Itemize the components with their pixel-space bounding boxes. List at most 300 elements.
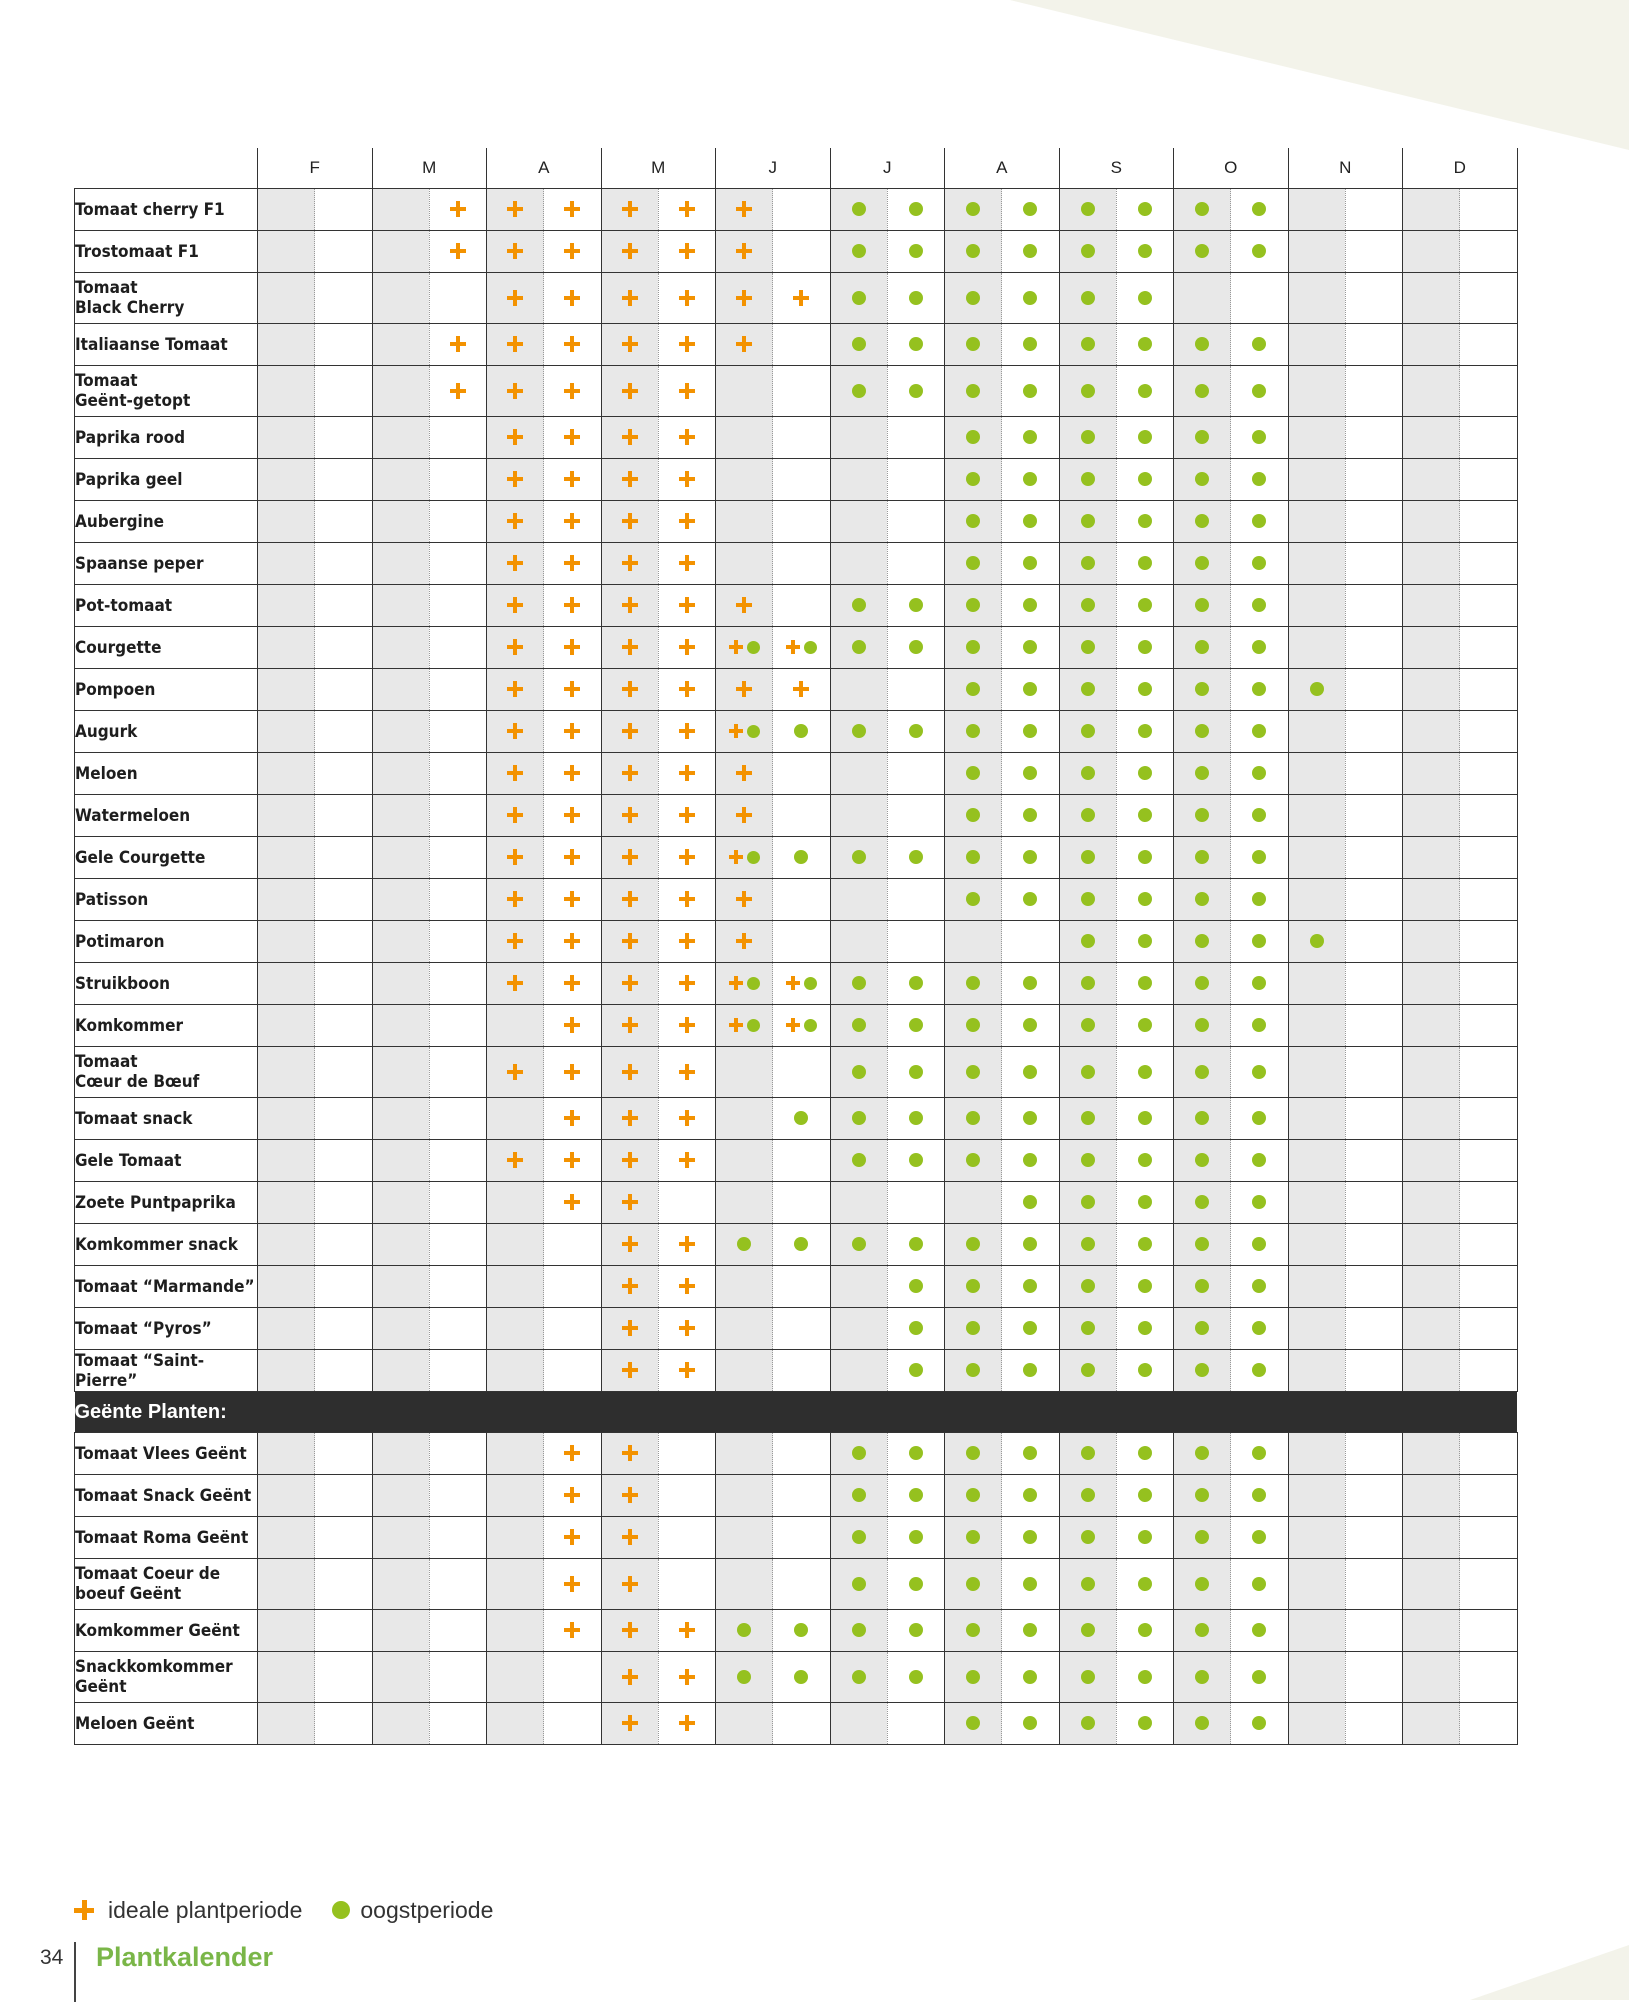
period-cell: [716, 1182, 773, 1224]
period-cell: [1174, 1266, 1231, 1308]
period-cell: [1460, 543, 1517, 585]
period-cell: [773, 1098, 830, 1140]
period-cell: [1403, 366, 1460, 417]
harvest-period-dot-icon: [1138, 1321, 1152, 1335]
harvest-period-dot-icon: [737, 1623, 751, 1637]
period-cell: [315, 1517, 372, 1559]
period-cell: [429, 231, 486, 273]
period-cell: [1345, 921, 1402, 963]
harvest-period-dot-icon: [852, 640, 866, 654]
period-cell: [544, 1140, 601, 1182]
period-cell: [1174, 1517, 1231, 1559]
plant-row: [75, 1559, 1518, 1610]
plant-period-plus-icon: [564, 639, 580, 655]
plant-period-plus-icon: [679, 639, 695, 655]
plant-name: [75, 669, 258, 711]
period-cell: [830, 879, 887, 921]
harvest-period-dot-icon: [1195, 244, 1209, 258]
period-cell: [945, 366, 1002, 417]
harvest-period-dot-icon: [1138, 892, 1152, 906]
plant-period-plus-icon: [622, 243, 638, 259]
period-cell: [1002, 417, 1059, 459]
period-cell: [887, 417, 944, 459]
period-cell: [1231, 1350, 1288, 1392]
period-cell: [716, 501, 773, 543]
harvest-period-dot-icon: [1138, 640, 1152, 654]
harvest-period-dot-icon: [1081, 1018, 1095, 1032]
harvest-period-dot-icon: [1081, 640, 1095, 654]
period-cell: [887, 1047, 944, 1098]
harvest-period-dot-icon: [1252, 808, 1266, 822]
period-cell: [773, 459, 830, 501]
period-cell: [544, 366, 601, 417]
plant-period-plus-icon: [507, 290, 523, 306]
plant-period-plus-icon: [507, 597, 523, 613]
period-cell: [945, 1047, 1002, 1098]
harvest-period-dot-icon: [852, 1623, 866, 1637]
harvest-period-dot-icon: [1081, 1716, 1095, 1730]
plant-row: [75, 795, 1518, 837]
period-cell: [315, 1652, 372, 1703]
period-cell: [716, 1266, 773, 1308]
harvest-period-dot-icon: [1081, 1488, 1095, 1502]
harvest-period-dot-icon: [1138, 1363, 1152, 1377]
period-cell: [716, 627, 773, 669]
period-cell: [1059, 366, 1116, 417]
plant-period-plus-icon: [729, 1018, 743, 1032]
harvest-period-dot-icon: [804, 977, 817, 990]
period-cell: [372, 501, 429, 543]
period-cell: [487, 1224, 544, 1266]
period-cell: [773, 273, 830, 324]
plant-name-line: Tomaat: [75, 278, 138, 298]
period-cell: [601, 1005, 658, 1047]
harvest-period-dot-icon: [1252, 1237, 1266, 1251]
period-cell: [658, 795, 715, 837]
period-cell: [429, 585, 486, 627]
period-cell: [830, 1266, 887, 1308]
harvest-period-dot-icon: [966, 682, 980, 696]
harvest-period-dot-icon: [909, 1530, 923, 1544]
period-cell: [1403, 1703, 1460, 1745]
period-cell: [372, 921, 429, 963]
period-cell: [1059, 1140, 1116, 1182]
period-cell: [658, 921, 715, 963]
plant-period-plus-icon: [622, 681, 638, 697]
period-cell: [372, 417, 429, 459]
harvest-period-dot-icon: [1081, 430, 1095, 444]
period-cell: [1460, 795, 1517, 837]
period-cell: [1174, 753, 1231, 795]
period-cell: [1116, 627, 1173, 669]
period-cell: [1288, 1517, 1345, 1559]
plant-name-line: Tomaat “Marmande”: [75, 1276, 255, 1297]
harvest-period-dot-icon: [966, 514, 980, 528]
period-cell: [1174, 417, 1231, 459]
period-cell: [315, 324, 372, 366]
period-cell: [887, 1140, 944, 1182]
harvest-period-dot-icon: [1252, 1065, 1266, 1079]
harvest-period-dot-icon: [1310, 934, 1324, 948]
period-cell: [658, 1266, 715, 1308]
plant-period-plus-icon: [622, 1529, 638, 1545]
period-cell: [487, 1559, 544, 1610]
period-cell: [1403, 1475, 1460, 1517]
period-cell: [1002, 1224, 1059, 1266]
period-cell: [945, 585, 1002, 627]
plant-period-plus-icon: [507, 1064, 523, 1080]
period-cell: [658, 669, 715, 711]
period-cell: [716, 459, 773, 501]
period-cell: [315, 585, 372, 627]
period-cell: [945, 189, 1002, 231]
period-cell: [1460, 459, 1517, 501]
period-cell: [315, 1224, 372, 1266]
harvest-period-dot-icon: [1023, 1488, 1037, 1502]
plant-and-harvest-marker: [786, 639, 817, 656]
period-cell: [1231, 1308, 1288, 1350]
harvest-period-dot-icon: [1023, 1321, 1037, 1335]
harvest-period-dot-icon: [1081, 1321, 1095, 1335]
period-cell: [1174, 585, 1231, 627]
period-cell: [1460, 1433, 1517, 1475]
period-cell: [1002, 273, 1059, 324]
harvest-period-dot-icon: [1023, 1018, 1037, 1032]
period-cell: [1345, 231, 1402, 273]
period-cell: [773, 963, 830, 1005]
plant-period-plus-icon: [736, 933, 752, 949]
period-cell: [658, 1652, 715, 1703]
harvest-period-dot-icon: [909, 724, 923, 738]
period-cell: [1002, 1610, 1059, 1652]
plant-period-plus-icon: [507, 723, 523, 739]
period-cell: [1116, 273, 1173, 324]
month-header: J: [716, 148, 831, 189]
plant-period-plus-icon: [679, 597, 695, 613]
period-cell: [601, 1610, 658, 1652]
harvest-period-dot-icon: [1195, 1018, 1209, 1032]
period-cell: [315, 627, 372, 669]
period-cell: [315, 1308, 372, 1350]
harvest-period-dot-icon: [966, 1153, 980, 1167]
harvest-period-dot-icon: [1138, 1237, 1152, 1251]
period-cell: [1116, 1047, 1173, 1098]
plant-period-plus-icon: [564, 933, 580, 949]
plant-name-line: Gele Courgette: [75, 847, 206, 868]
plant-period-plus-icon: [679, 1362, 695, 1378]
period-cell: [544, 1433, 601, 1475]
period-cell: [429, 795, 486, 837]
harvest-period-dot-icon: [966, 384, 980, 398]
period-cell: [658, 1559, 715, 1610]
period-cell: [487, 1433, 544, 1475]
harvest-period-dot-icon: [966, 1279, 980, 1293]
plant-name: [75, 417, 258, 459]
period-cell: [258, 669, 315, 711]
period-cell: [1231, 189, 1288, 231]
period-cell: [315, 459, 372, 501]
plant-row: [75, 543, 1518, 585]
plant-row: [75, 1266, 1518, 1308]
period-cell: [1460, 324, 1517, 366]
period-cell: [544, 1703, 601, 1745]
period-cell: [830, 627, 887, 669]
harvest-period-dot-icon: [1081, 1153, 1095, 1167]
harvest-period-dot-icon: [1252, 1577, 1266, 1591]
period-cell: [1059, 627, 1116, 669]
period-cell: [716, 543, 773, 585]
plant-period-plus-icon: [622, 765, 638, 781]
period-cell: [887, 711, 944, 753]
period-cell: [1116, 921, 1173, 963]
period-cell: [372, 543, 429, 585]
period-cell: [315, 366, 372, 417]
period-cell: [1460, 1098, 1517, 1140]
plant-period-plus-icon: [622, 1278, 638, 1294]
period-cell: [429, 366, 486, 417]
period-cell: [1231, 417, 1288, 459]
plant-period-plus-icon: [507, 975, 523, 991]
period-cell: [1460, 1559, 1517, 1610]
harvest-period-dot-icon: [1252, 1195, 1266, 1209]
plant-period-plus-icon: [564, 849, 580, 865]
period-cell: [1288, 1047, 1345, 1098]
period-cell: [1116, 459, 1173, 501]
period-cell: [887, 1224, 944, 1266]
period-cell: [315, 543, 372, 585]
plant-period-plus-icon: [736, 891, 752, 907]
period-cell: [601, 1350, 658, 1392]
harvest-period-dot-icon: [1081, 934, 1095, 948]
period-cell: [887, 585, 944, 627]
harvest-period-dot-icon: [966, 808, 980, 822]
plant-period-plus-icon: [622, 1669, 638, 1685]
period-cell: [429, 1266, 486, 1308]
plant-period-plus-icon: [622, 1236, 638, 1252]
section-header-row: [75, 1392, 1518, 1433]
period-cell: [372, 795, 429, 837]
period-cell: [258, 963, 315, 1005]
period-cell: [544, 1559, 601, 1610]
harvest-period-dot-icon: [1195, 682, 1209, 696]
period-cell: [887, 1266, 944, 1308]
harvest-period-dot-icon: [1023, 1716, 1037, 1730]
period-cell: [887, 921, 944, 963]
period-cell: [372, 366, 429, 417]
period-cell: [315, 1047, 372, 1098]
period-cell: [1059, 963, 1116, 1005]
plant-name-line: Watermeloen: [75, 805, 191, 826]
plant-period-plus-icon: [564, 383, 580, 399]
period-cell: [315, 711, 372, 753]
plant-row: [75, 1224, 1518, 1266]
period-cell: [716, 753, 773, 795]
period-cell: [658, 1224, 715, 1266]
period-cell: [372, 837, 429, 879]
harvest-period-dot-icon: [1081, 808, 1095, 822]
period-cell: [887, 501, 944, 543]
period-cell: [773, 1047, 830, 1098]
plant-name-line: Geënt-getopt: [75, 391, 191, 411]
plant-row: [75, 963, 1518, 1005]
plant-period-plus-icon: [679, 290, 695, 306]
harvest-period-dot-icon: [1023, 384, 1037, 398]
period-cell: [1059, 543, 1116, 585]
period-cell: [544, 1350, 601, 1392]
harvest-period-dot-icon: [1252, 337, 1266, 351]
period-cell: [487, 1140, 544, 1182]
period-cell: [1460, 1224, 1517, 1266]
period-cell: [1288, 231, 1345, 273]
plant-period-plus-icon: [564, 1064, 580, 1080]
period-cell: [544, 921, 601, 963]
period-cell: [1460, 753, 1517, 795]
period-cell: [716, 1517, 773, 1559]
period-cell: [1345, 273, 1402, 324]
period-cell: [258, 1140, 315, 1182]
plant-period-plus-icon: [450, 383, 466, 399]
plant-period-plus-icon: [564, 429, 580, 445]
period-cell: [887, 1308, 944, 1350]
plant-name: [75, 1610, 258, 1652]
plant-period-plus-icon: [564, 1017, 580, 1033]
harvest-period-dot-icon: [1252, 934, 1266, 948]
period-cell: [773, 1652, 830, 1703]
plant-period-plus-icon: [622, 1064, 638, 1080]
period-cell: [258, 417, 315, 459]
period-cell: [487, 273, 544, 324]
plant-period-plus-icon: [679, 1110, 695, 1126]
plant-period-plus-icon: [622, 597, 638, 613]
plant-name-line: Tomaat Roma Geënt: [75, 1527, 249, 1548]
plant-name: [75, 1433, 258, 1475]
harvest-period-dot-icon: [1252, 556, 1266, 570]
period-cell: [1002, 459, 1059, 501]
harvest-period-dot-icon: [852, 1065, 866, 1079]
period-cell: [258, 1652, 315, 1703]
harvest-period-dot-icon: [747, 977, 760, 990]
period-cell: [716, 366, 773, 417]
harvest-period-dot-icon: [1081, 976, 1095, 990]
period-cell: [315, 231, 372, 273]
harvest-period-dot-icon: [1138, 1195, 1152, 1209]
period-cell: [830, 273, 887, 324]
period-cell: [658, 324, 715, 366]
harvest-period-dot-icon: [1023, 1065, 1037, 1079]
plant-name-line: Trostomaat F1: [75, 241, 199, 262]
period-cell: [1288, 324, 1345, 366]
period-cell: [1460, 1475, 1517, 1517]
harvest-period-dot-icon: [804, 1019, 817, 1032]
plant-period-plus-icon: [564, 1194, 580, 1210]
harvest-period-dot-icon: [852, 202, 866, 216]
period-cell: [601, 324, 658, 366]
planting-calendar-table: [74, 148, 1518, 1745]
period-cell: [487, 231, 544, 273]
period-cell: [1002, 1047, 1059, 1098]
period-cell: [887, 1005, 944, 1047]
period-cell: [773, 1559, 830, 1610]
period-cell: [945, 711, 1002, 753]
period-cell: [773, 1266, 830, 1308]
period-cell: [1002, 879, 1059, 921]
period-cell: [1059, 273, 1116, 324]
period-cell: [1345, 795, 1402, 837]
period-cell: [945, 1266, 1002, 1308]
plant-period-plus-icon: [679, 336, 695, 352]
plant-period-plus-icon: [564, 807, 580, 823]
period-cell: [1460, 669, 1517, 711]
period-cell: [1002, 1005, 1059, 1047]
harvest-period-dot-icon: [1023, 291, 1037, 305]
harvest-period-dot-icon: [1252, 976, 1266, 990]
plant-period-plus-icon: [622, 1622, 638, 1638]
plant-period-plus-icon: [564, 1576, 580, 1592]
plant-period-plus-icon: [622, 1110, 638, 1126]
period-cell: [1288, 273, 1345, 324]
plant-period-plus-icon: [507, 383, 523, 399]
period-cell: [1002, 189, 1059, 231]
harvest-period-dot-icon: [1023, 976, 1037, 990]
period-cell: [372, 1308, 429, 1350]
harvest-period-dot-icon: [1023, 808, 1037, 822]
period-cell: [1059, 324, 1116, 366]
period-cell: [1345, 1005, 1402, 1047]
period-cell: [773, 366, 830, 417]
period-cell: [1345, 1266, 1402, 1308]
period-cell: [1288, 585, 1345, 627]
period-cell: [487, 417, 544, 459]
period-cell: [945, 669, 1002, 711]
period-cell: [1231, 963, 1288, 1005]
harvest-period-dot-icon: [1023, 1577, 1037, 1591]
period-cell: [1403, 1140, 1460, 1182]
period-cell: [372, 231, 429, 273]
plant-name: [75, 273, 258, 324]
plant-period-plus-icon: [507, 201, 523, 217]
harvest-period-dot-icon: [1081, 1237, 1095, 1251]
period-cell: [1231, 921, 1288, 963]
period-cell: [601, 1224, 658, 1266]
harvest-period-dot-icon: [1195, 1446, 1209, 1460]
period-cell: [773, 879, 830, 921]
period-cell: [601, 459, 658, 501]
period-cell: [1460, 273, 1517, 324]
harvest-period-dot-icon: [1252, 1716, 1266, 1730]
harvest-period-dot-icon: [1252, 766, 1266, 780]
period-cell: [258, 1098, 315, 1140]
period-cell: [1460, 1350, 1517, 1392]
plant-period-plus-icon: [679, 1715, 695, 1731]
plant-row: [75, 1610, 1518, 1652]
plant-row: [75, 501, 1518, 543]
period-cell: [1002, 324, 1059, 366]
plant-period-plus-icon: [564, 1529, 580, 1545]
harvest-period-dot-icon: [1252, 598, 1266, 612]
period-cell: [315, 273, 372, 324]
harvest-period-dot-icon: [852, 1446, 866, 1460]
harvest-period-dot-icon: [1252, 1530, 1266, 1544]
harvest-period-dot-icon: [909, 1488, 923, 1502]
harvest-period-dot-icon: [794, 1111, 808, 1125]
harvest-period-dot-icon: [852, 1111, 866, 1125]
period-cell: [372, 669, 429, 711]
period-cell: [773, 1224, 830, 1266]
period-cell: [1460, 1308, 1517, 1350]
period-cell: [658, 1475, 715, 1517]
harvest-period-dot-icon: [966, 598, 980, 612]
period-cell: [1460, 879, 1517, 921]
